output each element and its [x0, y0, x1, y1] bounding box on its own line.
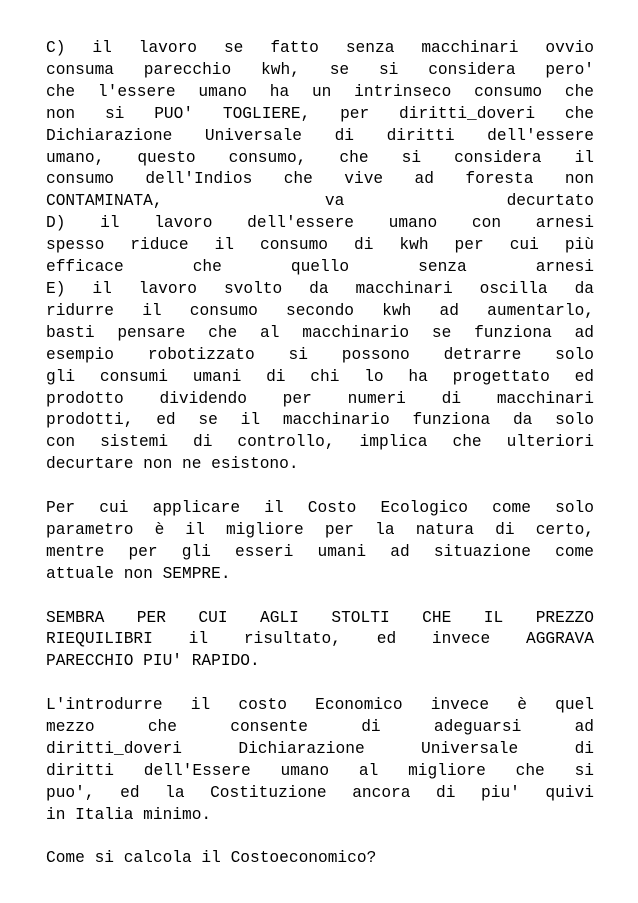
paragraph-gap — [46, 586, 594, 608]
paragraph-costs-list — [46, 38, 594, 476]
text-line: C) il lavoro se fatto senza macchinari ovvio — [46, 39, 594, 57]
text-line: basti pensare che al macchinario se funziona ad — [46, 323, 594, 342]
text-line: D) il lavoro dell'essere umano con arnesi — [46, 214, 594, 233]
text-line: RIEQUILIBRI il risultato, ed invece AGGRAVA — [46, 630, 594, 649]
document-page — [46, 38, 594, 870]
paragraph-ecological-cost — [46, 498, 594, 586]
text-line: Come si calcola il Costoeconomico? — [46, 849, 377, 868]
text-line: efficace che quello senza arnesi — [46, 258, 594, 277]
text-line: L'introdurre il costo Economico invece è quel — [46, 696, 594, 715]
paragraph-gap — [46, 827, 594, 849]
text-line: diritti dell'Essere umano al migliore che si — [46, 761, 594, 780]
text-line: gli consumi umani di chi lo ha progettato ed — [46, 367, 594, 386]
text-line: CONTAMINATA, va decurtato — [46, 192, 594, 211]
paragraph-question — [46, 848, 594, 870]
text-line: Dichiarazione Universale di diritti dell'essere — [46, 126, 594, 145]
text-line: Per cui applicare il Costo Ecologico come solo — [46, 499, 594, 518]
text-line: prodotti, ed se il macchinario funziona da solo — [46, 411, 594, 430]
text-line: SEMBRA PER CUI AGLI STOLTI CHE IL PREZZO — [46, 608, 594, 627]
paragraph-gap — [46, 476, 594, 498]
text-line: consuma parecchio kwh, se si considera pero' — [46, 60, 594, 79]
text-line: prodotto dividendo per numeri di macchinari — [46, 389, 594, 408]
text-line: mentre per gli esseri umani ad situazione come — [46, 542, 594, 561]
text-line: consumo dell'Indios che vive ad foresta non — [46, 170, 594, 189]
text-line: parametro è il migliore per la natura di certo, — [46, 520, 594, 539]
text-line: E) il lavoro svolto da macchinari oscilla da — [46, 279, 594, 298]
text-line: mezzo che consente di adeguarsi ad — [46, 718, 594, 737]
text-line: con sistemi di controllo, implica che ulteriori — [46, 433, 594, 452]
text-line: umano, questo consumo, che si considera il — [46, 148, 594, 167]
text-line: ridurre il consumo secondo kwh ad aumentarlo, — [46, 301, 594, 320]
paragraph-price-rebalance — [46, 608, 594, 674]
text-line: che l'essere umano ha un intrinseco consumo che — [46, 82, 594, 101]
text-line: attuale non SEMPRE. — [46, 564, 231, 583]
paragraph-gap — [46, 673, 594, 695]
text-line: in Italia minimo. — [46, 805, 212, 824]
paragraph-economic-cost — [46, 695, 594, 826]
text-line: non si PUO' TOGLIERE, per diritti_doveri che — [46, 104, 594, 123]
text-line: puo', ed la Costituzione ancora di piu' quivi — [46, 783, 594, 802]
text-line: spesso riduce il consumo di kwh per cui più — [46, 236, 594, 255]
text-line: esempio robotizzato si possono detrarre solo — [46, 345, 594, 364]
text-line: PARECCHIO PIU' RAPIDO. — [46, 652, 260, 671]
text-line: diritti_doveri Dichiarazione Universale di — [46, 739, 594, 758]
text-line: decurtare non ne esistono. — [46, 455, 299, 474]
